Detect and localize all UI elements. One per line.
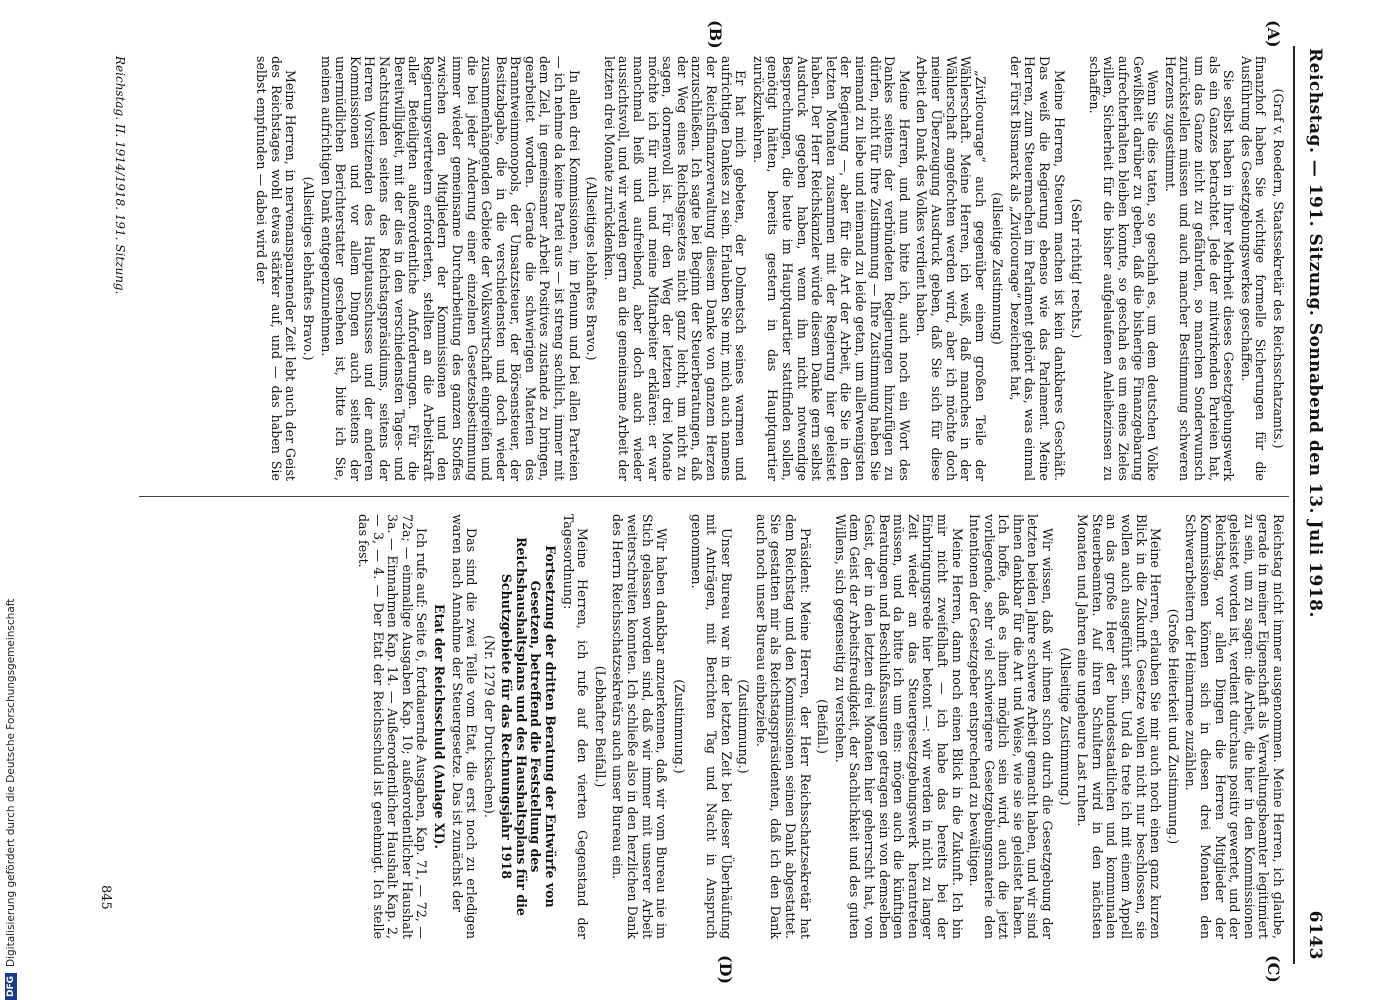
paragraph: Wenn Sie dies taten, so geschah es, um dem deutschen Volke Gewißheit darüber zu geben, daß die bisherige Finanzgebarung aufrechterhalten bleiben konnte, so geschah es um eines Zieles willen, Sicherheit für die bisher aufgelaufenen Anleihezinsen zu schaffen. [1086,56,1161,481]
paragraph: (Beifall.) [815,699,831,754]
paragraph: In allen drei Kommissionen, im Plenum und bei allen Parteien — ich nehme da keine Partei aus — ist streng sachlich, immer mit dem Ziel, in gemeinsamer Arbeit Positives zustande zu bringen, gearbeitet worden. Gerade die schwierigen Materien des Branntweinmonopols, der Umsatzsteuer, der Börsensteuer, der Besitzabgabe, die in die verschiedensten und doch wieder zusammenhängenden Gebiete der Volkswirtschaft eingreifen und die bei jeder Änderung einer einzelnen Gesetzesbestimmung immer wieder gemeinsame Durcharbeitung des ganzen Stoffes zwischen den Mitgliedern der Kommissionen und den Regierungsvertretern erforderten, stellten an die Arbeitskraft aller Beteiligten außerordentliche Anforderungen. Für die Bereitwilligkeit, mit der dies in den verschiedensten Tages- und Nachtstunden seitens des Reichstagspräsidiums, seitens der Herren Vorsitzenden des Hauptausschusses und der anderen Kommissionen und vor allem Dingen auch seitens der unermüdlichen Berichterstatter geschehen ist, bitte ich Sie, meinen aufrichtigen Dank entgegenzunehmen. [318,56,582,481]
paragraph: Reichstag nicht immer ausgenommen. Meine Herren, ich glaube, gerade in meiner Eigenschaft als Verwaltungsbeamter legitimiert zu sein, um zu sagen: die Arbeit, die hier in den Kommissionen geleistet worden ist, verdient durchaus positiv gewertet, und der Reichstag, vor allen Dingen die Herren Mitglieder der Kommissionen können sich in diesen drei Monaten den Schwerarbeitern der Heimarmee zuzählen. [1183,514,1286,939]
paragraph: Ich rufe auf: Seite 6, fortdauernde Ausgaben, Kap. 71, — 72, — 72a; — einmalige Ausgaben Kap. 10; außerordentlicher Haushalt 3a. — Einnahmen Kap. 14. — Außerordentlicher Haushalt Kap. 2, — 3, — 4. — Der Etat der Reichsschuld ist genehmigt. Ich stelle das fest. [355,514,430,939]
paragraph: (Lebhafter Beifall.) [592,665,608,788]
column-divider [139,496,1289,497]
header-title: Reichstag. — 191. Sitzung. Sonnabend den 13. Juli 1918. [1305,48,1325,618]
paragraph: Meine Herren, in nervenanspannender Zeit lebt auch der Geist des Reichstages wohl etwas stärker auf, und — das haben Sie selbst empfunden — dabei wird der [254,56,299,481]
paragraph: finanzhof haben Sie wichtige formelle Sicherungen für die Ausführung des Gesetzgebungswerkes geschaffen. [1238,56,1269,481]
paragraph: Meine Herren, und nun bitte ich, auch noch ein Wort des Dankes seitens der verbündeten Regierungen hinzufügen zu dürfen, nicht für Ihre Zustimmung — Ihre Zustimmung haben Sie niemand zu liebe und niemand zu leide getan, um allerwenigsten der Regierung —, aber für die Art der Arbeit, die Sie in den letzten Monaten zusammen mit der Regierung hier geleistet haben. Der Herr Reichskanzler würde diesem Danke gern selbst Ausdruck gegeben haben, wenn ihn nicht notwendige Besprechungen, die heute im Hauptquartier stattfinden sollen, genötigt hätten, bereits gestern in das Hauptquartier zurückzukehren. [750,56,912,481]
paragraph: (Allseitige Zustimmung.) [1057,647,1073,806]
footer-session: Reichstag. II. 1914/1918. 191. Sitzung. [113,56,127,295]
margin-marker-b: (B) [706,20,725,49]
paragraph: Unser Bureau war in der letzten Zeit bei dieser Überhäufung mit Anträgen, mit Berichten Tag und Nacht in Anspruch genommen. [689,514,734,939]
header-rule [1293,46,1295,964]
page-number: 6143 [1305,910,1325,960]
paragraph: Etat der Reichsschuld (Anlage XI). [431,604,447,849]
paragraph: Wir haben dankbar anzuerkennen, daß wir vom Bureau nie im Stich gelassen worden sind, daß wir immer mit unserer Arbeit weiterschreiten konnten. Ich schließe also in den herzlichen Dank des Herrn Reichsschatzsekretärs auch unser Bureau ein. [610,514,670,939]
paragraph: Meine Herren, ich rufe auf den vierten Gegenstand der Tagesordnung: [560,514,591,939]
page-header [1297,48,1331,960]
paragraph: Fortsetzung der dritten Beratung der Entwürfe von Gesetzen, betreffend die Feststellung des Reichshaushaltsplans und des Haushaltsplans für die Schutzgebiete für das Rechnungsjahr 1918 [499,537,559,916]
paragraph: (Graf v. Roedern, Staatssekretär des Reichsschatzamts.) [1271,88,1286,449]
paragraph: Präsident: Meine Herren, der Herr Reichsschatzsekretär hat dem Reichstag und den Kommissionen seinen Dank abgestattet. Sie gestatten mir als Reichstagspräsidenten, daß ich den Dank auch noch unser Bureau einbeziehe. [753,514,813,939]
paragraph: (Allseitiges lebhaftes Bravo.) [301,176,316,361]
paragraph: Wir wissen, daß wir ihnen schon durch die Gesetzgebung der letzten beiden Jahre schwere Arbeit gemacht haben, und wir sind ihnen dankbar für die Art und Weise, wie sie sie geleistet haben. Ich hoffe, daß es ihnen möglich sein wird, auch die jetzt vorliegende, sehr viel schwierigere Gesetzgebungsmaterie den Intentionen der Gesetzgeber entsprechend zu bewältigen. [967,514,1056,939]
paragraph: (Nr. 1279 der Drucksachen). [481,635,497,818]
paragraph: (Zustimmung.) [736,679,752,774]
margin-marker-d: (D) [716,955,735,985]
paragraph: (Zustimmung.) [671,679,687,774]
paragraph: Das sind die zwei Teile vom Etat, die erst noch zu erledigen waren nach Annahme der Steuergesetze. Das ist zunächst der [449,514,480,939]
paragraph: Meine Herren, Steuern machen ist kein dankbares Geschäft. Das weiß die Regierung ebenso wie das Parlament. Meine Herren, zum Steuermachen im Parlament gehört das, was einmal der Fürst Bismarck als „Zivilcourage“ bezeichnet hat, [1007,56,1067,481]
right-column [352,514,1285,939]
margin-marker-c: (C) [1264,955,1283,983]
paragraph: (allseitige Zustimmung) [990,192,1006,345]
paragraph: (Große Heiterkeit und Zustimmung.) [1165,608,1181,845]
dfg-credit [0,0,22,1000]
rotated-page [35,0,1345,1000]
margin-marker-a: (A) [1264,20,1283,48]
dfg-logo: DFG [5,973,17,1000]
paragraph: „Zivilcourage“ auch gegenüber einem großen Teile der Wählerschaft. Meine Herren, ich weiß, daß manches in der Wählerschaft angefochten werden wird, aber ich möchte doch meiner Überzeugung Ausdruck geben, daß Sie sich für diese Arbeit den Dank des Volkes verdient haben. [914,56,988,481]
left-column [251,56,1285,481]
footer-page: 845 [98,885,113,910]
paragraph: (Allseitiges lebhaftes Bravo.) [584,176,600,361]
paragraph: Sie selbst haben in Ihrer Mehrheit dieses Gesetzgebungswerk als ein Ganzes betrachtet. Jede der mitwirkenden Parteien hat, um das Ganze nicht zu gefährden, so manchen Sonderwunsch zurückstellen müssen und auch mancher Bestimmung schweren Herzens zugestimmt. [1162,56,1237,481]
dfg-credit-text: Digitalisierung gefördert durch die Deutsche Forschungsgemeinschaft [5,598,17,967]
paragraph: (Sehr richtig! rechts.) [1069,198,1085,339]
paragraph: Er hat mich gebeten, der Dolmetsch seines warmen und aufrichtigen Dankes zu sein. Erlauben Sie mir, mich auch namens der Reichsfinanzverwaltung diesem Danke von ganzem Herzen anzuschließen. Ich sagte bei Beginn der Steuerberatungen, daß der Weg eines Reichsgesetzes nicht ganz leicht, um nicht zu sagen, dornenvoll ist. Für den Weg der letzten drei Monate möchte ich für mich und meine Mitarbeiter erklären: er war manchmal heiß und aufreibend, aber doch auch wieder aussichtsvoll, und wir werden gern an die gemeinsame Arbeit der letzten drei Monate zurückdenken. [601,56,749,481]
paragraph: Meine Herren, dann noch einen Blick in die Zukunft. Ich bin mir nicht zweifelhaft — ich habe das bereits bei der Einbringungsrede hier betont —: wir werden in nicht zu langer Zeit wieder an das Steuergesetzgebungswerk herantreten müssen, und da bitte ich um eins: mögen auch die künftigen Beratungen und Beschlußfassungen getragen sein von demselben Geist, der in den letzten drei Monaten hier geherrscht hat, von dem Geist der Arbeitsfreudigkeit, der Sachlichkeit und des guten Willens, sich gegenseitig zu verstehen. [832,514,965,939]
paragraph: Meine Herren, erlauben Sie mir auch noch einen ganz kurzen Blick in die Zukunft. Gesetze wollen nicht nur beschlossen, sie wollen auch ausgeführt sein. Und da trete ich mit einem Appell an das große Heer der bundesstaatlichen und kommunalen Steuerbeamten. Auf ihren Schultern wird in den nächsten Monaten und Jahren eine ungeheure Last ruhen. [1075,514,1164,939]
